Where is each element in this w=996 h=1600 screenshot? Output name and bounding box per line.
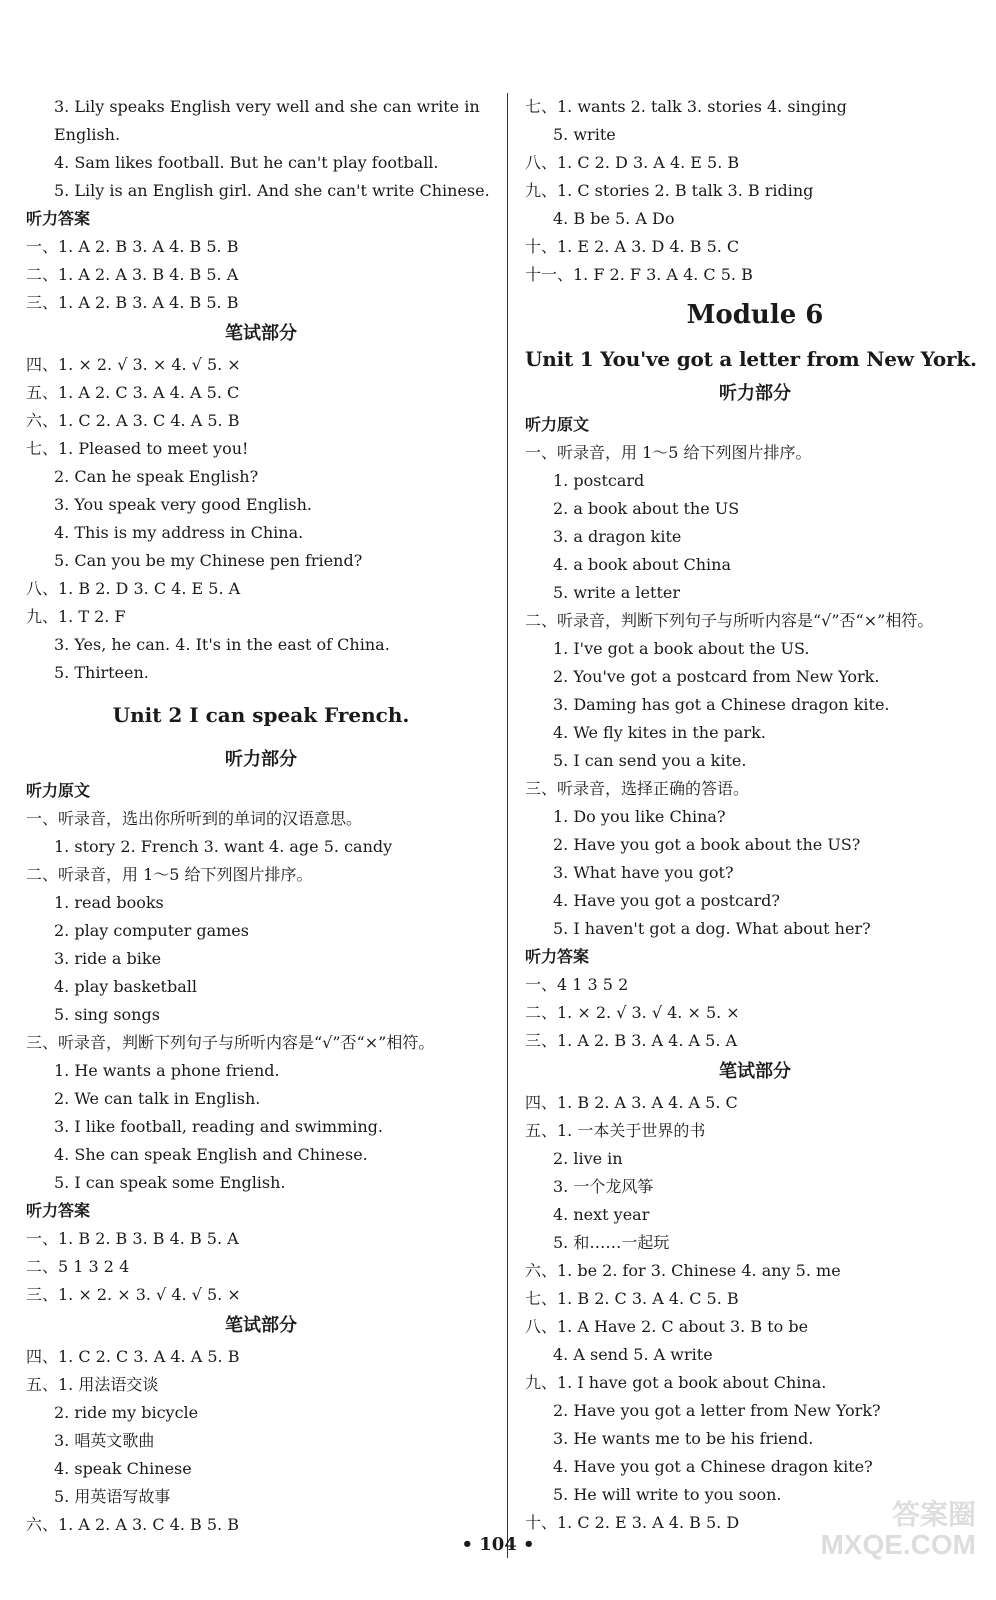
column-divider — [507, 93, 508, 1558]
left-column-line: 听力原文 — [26, 781, 91, 800]
right-column-line: 1. postcard — [553, 471, 645, 490]
right-column-line: 1. Do you like China? — [553, 807, 726, 826]
left-column-line: 5. Thirteen. — [54, 663, 149, 682]
left-column-line: 3. 唱英文歌曲 — [54, 1431, 155, 1450]
right-column-line: 5. I haven't got a dog. What about her? — [553, 919, 871, 938]
page-number: • 104 • — [461, 1534, 535, 1555]
right-column-line: 4. Have you got a Chinese dragon kite? — [553, 1457, 873, 1476]
right-column-line: 3. a dragon kite — [553, 527, 682, 546]
right-column-line: 5. 和……一起玩 — [553, 1233, 670, 1252]
left-column-line: 3. Lily speaks English very well and she can write in — [54, 97, 480, 116]
watermark-logo: 答案圈 MXQE.COM — [820, 1499, 976, 1560]
right-column-line: 3. 一个龙风筝 — [553, 1177, 654, 1196]
left-column-line: 九、1. T 2. F — [26, 607, 126, 626]
left-column-line: 2. We can talk in English. — [54, 1089, 261, 1108]
left-column-line: 3. You speak very good English. — [54, 495, 312, 514]
right-column-line: 2. Have you got a letter from New York? — [553, 1401, 881, 1420]
right-column-line: 二、听录音，判断下列句子与所听内容是“√”否“×”相符。 — [525, 611, 934, 630]
right-column-line: 1. I've got a book about the US. — [553, 639, 810, 658]
right-column-line: Unit 1 You've got a letter from New York. — [525, 347, 977, 371]
left-column-line: 5. sing songs — [54, 1005, 160, 1024]
right-column-line: 三、1. A 2. B 3. A 4. A 5. A — [525, 1031, 738, 1050]
right-column-line: 听力部分 — [719, 383, 791, 404]
right-column-line: 4. We fly kites in the park. — [553, 723, 766, 742]
right-column-line: 2. live in — [553, 1149, 623, 1168]
left-column-line: 1. story 2. French 3. want 4. age 5. candy — [54, 837, 393, 856]
right-column-line: 听力答案 — [525, 947, 590, 966]
right-column-line: 三、听录音，选择正确的答语。 — [525, 779, 750, 798]
left-column-line: 七、1. Pleased to meet you! — [26, 439, 249, 458]
left-column-line: 六、1. C 2. A 3. C 4. A 5. B — [26, 411, 240, 430]
right-column-line: Module 6 — [686, 300, 824, 330]
left-column-line: 三、1. × 2. × 3. √ 4. √ 5. × — [26, 1285, 241, 1304]
left-column-line: 四、1. × 2. √ 3. × 4. √ 5. × — [26, 355, 241, 374]
left-column-line: 5. Can you be my Chinese pen friend? — [54, 551, 363, 570]
left-column-line: 1. read books — [54, 893, 164, 912]
left-column-line: 5. I can speak some English. — [54, 1173, 286, 1192]
right-column-line: 四、1. B 2. A 3. A 4. A 5. C — [525, 1093, 738, 1112]
right-column-line: 九、1. C stories 2. B talk 3. B riding — [525, 181, 814, 200]
right-column-line: 5. write — [553, 125, 616, 144]
right-column-line: 2. You've got a postcard from New York. — [553, 667, 880, 686]
left-column-line: 一、听录音，选出你所听到的单词的汉语意思。 — [26, 809, 363, 828]
right-column-line: 2. Have you got a book about the US? — [553, 835, 861, 854]
right-column-line: 4. a book about China — [553, 555, 732, 574]
left-column-line: 听力答案 — [26, 209, 91, 228]
right-column-line: 4. A send 5. A write — [553, 1345, 713, 1364]
right-column-line: 2. a book about the US — [553, 499, 740, 518]
right-column — [525, 93, 985, 1537]
right-column-line: 十、1. C 2. E 3. A 4. B 5. D — [525, 1513, 740, 1532]
left-column-line: 听力答案 — [26, 1201, 91, 1220]
right-column-line: 5. write a letter — [553, 583, 680, 602]
right-column-line: 一、听录音，用 1～5 给下列图片排序。 — [525, 443, 812, 462]
left-column-line: 笔试部分 — [225, 323, 297, 344]
left-column-line: 5. 用英语写故事 — [54, 1487, 171, 1506]
right-column-line: 3. Daming has got a Chinese dragon kite. — [553, 695, 890, 714]
left-column-line: Unit 2 I can speak French. — [112, 703, 410, 727]
left-column-line: 四、1. C 2. C 3. A 4. A 5. B — [26, 1347, 240, 1366]
right-column-line: 二、1. × 2. √ 3. √ 4. × 5. × — [525, 1003, 740, 1022]
left-column-line: 4. speak Chinese — [54, 1459, 192, 1478]
right-column-line: 3. What have you got? — [553, 863, 734, 882]
left-column-line: 六、1. A 2. A 3. C 4. B 5. B — [26, 1515, 239, 1534]
left-column-line: 笔试部分 — [225, 1315, 297, 1336]
left-column-line: 5. Lily is an English girl. And she can't write Chinese. — [54, 181, 490, 200]
right-column-line: 十、1. E 2. A 3. D 4. B 5. C — [525, 237, 740, 256]
left-column-line: 3. Yes, he can. 4. It's in the east of China. — [54, 635, 390, 654]
left-column-line: 4. play basketball — [54, 977, 197, 996]
left-column-line: 4. Sam likes football. But he can't play football. — [54, 153, 439, 172]
left-column — [26, 93, 496, 1539]
left-column-line: 一、1. B 2. B 3. B 4. B 5. A — [26, 1229, 239, 1248]
right-column-line: 六、1. be 2. for 3. Chinese 4. any 5. me — [525, 1261, 841, 1280]
right-column-line: 4. next year — [553, 1205, 650, 1224]
right-column-line: 八、1. A Have 2. C about 3. B to be — [525, 1317, 809, 1336]
right-column-line: 七、1. B 2. C 3. A 4. C 5. B — [525, 1289, 739, 1308]
left-column-line: 3. ride a bike — [54, 949, 162, 968]
left-column-line: 五、1. A 2. C 3. A 4. A 5. C — [26, 383, 240, 402]
right-column-line: 八、1. C 2. D 3. A 4. E 5. B — [525, 153, 740, 172]
left-column-line: 二、5 1 3 2 4 — [26, 1257, 130, 1276]
right-column-line: 笔试部分 — [719, 1061, 791, 1082]
left-column-line: 一、1. A 2. B 3. A 4. B 5. B — [26, 237, 239, 256]
left-column-line: 3. I like football, reading and swimming. — [54, 1117, 383, 1136]
left-column-line: English. — [54, 125, 121, 144]
right-column-line: 听力原文 — [525, 415, 590, 434]
left-column-line: 4. She can speak English and Chinese. — [54, 1145, 368, 1164]
left-column-line: 三、听录音，判断下列句子与所听内容是“√”否“×”相符。 — [26, 1033, 435, 1052]
right-column-line: 七、1. wants 2. talk 3. stories 4. singing — [525, 97, 847, 116]
right-column-line: 五、1. 一本关于世界的书 — [525, 1121, 706, 1140]
left-column-line: 八、1. B 2. D 3. C 4. E 5. A — [26, 579, 241, 598]
right-column-line: 九、1. I have got a book about China. — [525, 1373, 827, 1392]
right-column-line: 4. B be 5. A Do — [553, 209, 675, 228]
right-column-line: 一、4 1 3 5 2 — [525, 975, 629, 994]
left-column-line: 2. Can he speak English? — [54, 467, 259, 486]
left-column-line: 4. This is my address in China. — [54, 523, 304, 542]
left-column-line: 1. He wants a phone friend. — [54, 1061, 280, 1080]
left-column-line: 2. ride my bicycle — [54, 1403, 199, 1422]
right-column-line: 4. Have you got a postcard? — [553, 891, 780, 910]
left-column-line: 五、1. 用法语交谈 — [26, 1375, 159, 1394]
left-column-line: 三、1. A 2. B 3. A 4. B 5. B — [26, 293, 239, 312]
right-column-line: 5. I can send you a kite. — [553, 751, 747, 770]
left-column-line: 二、1. A 2. A 3. B 4. B 5. A — [26, 265, 239, 284]
left-column-line: 2. play computer games — [54, 921, 249, 940]
left-column-line: 听力部分 — [225, 749, 297, 770]
right-column-line: 十一、1. F 2. F 3. A 4. C 5. B — [525, 265, 753, 284]
right-column-line: 5. He will write to you soon. — [553, 1485, 782, 1504]
right-column-line: 3. He wants me to be his friend. — [553, 1429, 814, 1448]
left-column-line: 二、听录音，用 1～5 给下列图片排序。 — [26, 865, 313, 884]
